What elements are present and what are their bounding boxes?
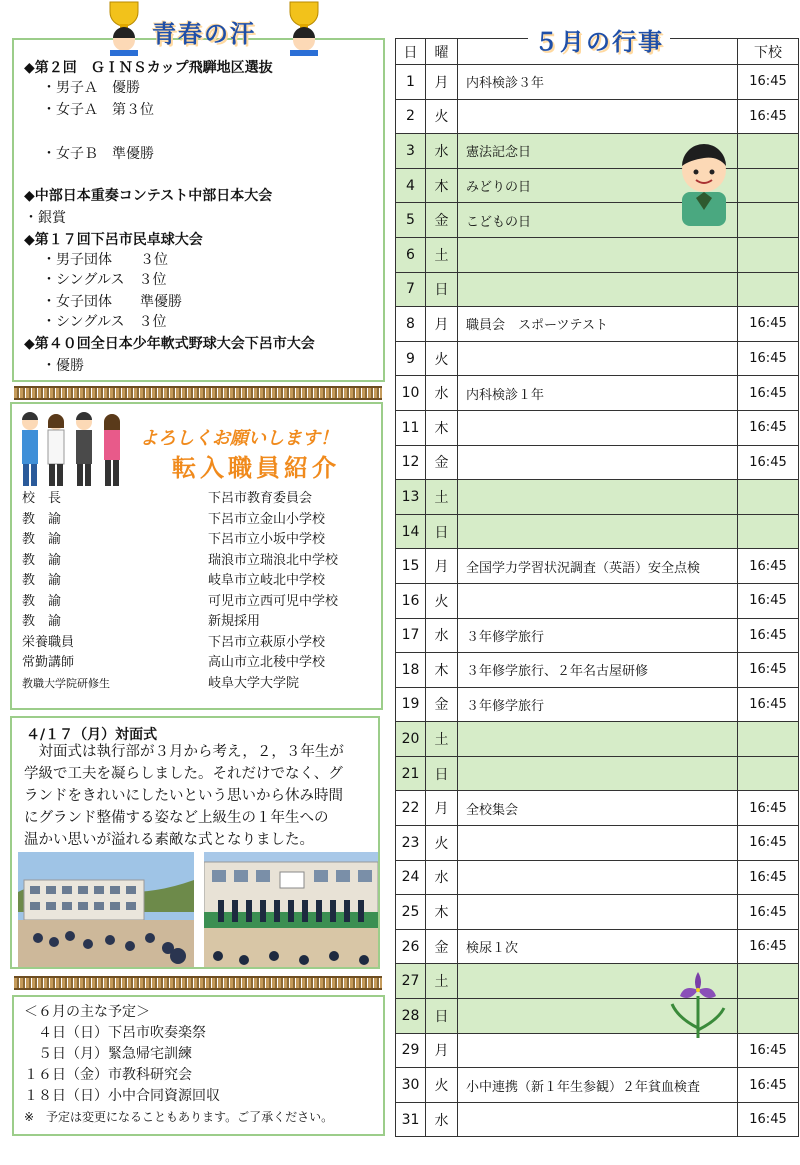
staff-role: 常勤講師 [22,655,75,670]
staff-previous-school: 岐阜市立岐北中学校 [208,573,326,588]
schedule-weekday: 金 [426,445,458,480]
schedule-row [396,756,799,791]
schedule-event: 全国学力学習状況調査（英語）安全点検 [458,549,738,584]
schedule-event: 憲法記念日 [458,134,738,169]
schedule-weekday: 月 [426,549,458,584]
schedule-row [396,514,799,549]
sports-result-line: ・女子団体 準優勝 [42,294,182,310]
fence-divider [14,976,382,990]
schedule-dismissal [738,134,799,169]
schedule-day: 27 [396,964,426,999]
staff-role: 校 長 [22,491,62,506]
schedule-event [458,99,738,134]
trophy-kid-icon [280,0,328,56]
schedule-dismissal: 16:45 [738,618,799,653]
schedule-day: 5 [396,203,426,238]
trophy-kid-icon [100,0,148,56]
schedule-day: 7 [396,272,426,307]
schedule-title: ５月の行事 [528,22,670,57]
schedule-weekday: 日 [426,999,458,1034]
schedule-day: 21 [396,756,426,791]
schedule-dismissal: 16:45 [738,1068,799,1103]
schedule-day: 11 [396,410,426,445]
schedule-event [458,756,738,791]
schedule-day: 16 [396,583,426,618]
schedule-row [396,410,799,445]
iris-flower-icon [668,968,728,1038]
schedule-event: 全校集会 [458,791,738,826]
schedule-day: 28 [396,999,426,1034]
schedule-day: 24 [396,860,426,895]
schedule-event [458,341,738,376]
schedule-day: 13 [396,480,426,515]
staff-previous-school: 下呂市教育委員会 [208,491,313,506]
schedule-dismissal: 16:45 [738,376,799,411]
schedule-dismissal [738,514,799,549]
schedule-row [396,237,799,272]
boy-eating-icon [672,140,736,226]
schedule-dismissal: 16:45 [738,1033,799,1068]
june-plan-item: ４日（日）下呂市吹奏楽祭 [24,1025,206,1041]
schedule-row [396,272,799,307]
schedule-weekday: 月 [426,791,458,826]
schedule-row [396,549,799,584]
schedule-weekday: 土 [426,237,458,272]
schedule-event [458,514,738,549]
schedule-dismissal [738,999,799,1034]
sports-result-line: ・シングルス ３位 [42,272,167,288]
schedule-weekday: 火 [426,341,458,376]
sports-result-line: ・男子団体 ３位 [42,252,168,268]
schedule-weekday: 木 [426,410,458,445]
schedule-weekday: 金 [426,203,458,238]
sports-result-line: ・シングルス ３位 [42,314,167,330]
schedule-weekday: 日 [426,514,458,549]
schedule-event [458,1033,738,1068]
schedule-event: ３年修学旅行、２年名古屋研修 [458,653,738,688]
june-plans-heading: ＜６月の主な予定＞ [24,1004,150,1020]
schedule-weekday: 月 [426,65,458,100]
schedule-day: 30 [396,1068,426,1103]
schedule-event: 検尿１次 [458,929,738,964]
schedule-row [396,168,799,203]
schedule-dismissal [738,480,799,515]
schedule-row [396,583,799,618]
schedule-event: みどりの日 [458,168,738,203]
schedule-dismissal [738,722,799,757]
schedule-row [396,203,799,238]
schedule-dismissal: 16:45 [738,65,799,100]
schedule-weekday: 日 [426,756,458,791]
schedule-row [396,1033,799,1068]
schedule-dismissal [738,272,799,307]
staff-heading-2: 転入職員紹介 [172,454,340,482]
staff-previous-school: 新規採用 [208,614,261,629]
schedule-day: 18 [396,653,426,688]
schedule-row [396,722,799,757]
schedule-day: 19 [396,687,426,722]
schedule-weekday: 土 [426,480,458,515]
schedule-dismissal: 16:45 [738,99,799,134]
schedule-row [396,929,799,964]
staff-role: 教 諭 [22,511,62,527]
june-plan-item: ５日（月）緊急帰宅訓練 [24,1046,192,1062]
schedule-event: 小中連携（新１年生参観）２年貧血検査 [458,1068,738,1103]
schedule-dismissal [738,756,799,791]
schedule-event [458,860,738,895]
ceremony-text-line: 学級で工夫を凝らしました。それだけでなく、グ [24,766,343,782]
schedule-weekday: 土 [426,722,458,757]
staff-role: 教 諭 [22,573,62,588]
schedule-day: 9 [396,341,426,376]
ceremony-text-line: 対面式は執行部が３月から考え，２，３年生が [24,744,344,760]
staff-previous-school: 下呂市立金山小学校 [208,511,326,527]
schedule-weekday: 日 [426,272,458,307]
schedule-event: 内科検診１年 [458,376,738,411]
schedule-weekday: 月 [426,307,458,342]
schedule-row [396,895,799,930]
schedule-dismissal: 16:45 [738,583,799,618]
schedule-day: 8 [396,307,426,342]
schedule-event [458,272,738,307]
sports-result-line: ・女子Ａ 第３位 [42,102,154,118]
schedule-dismissal: 16:45 [738,307,799,342]
schedule-row [396,1068,799,1103]
schedule-weekday: 木 [426,895,458,930]
schedule-weekday: 水 [426,1102,458,1137]
header-day: 日 [396,39,426,65]
schedule-row [396,134,799,169]
ceremony-text-line: にグランド整備する姿など上級生の１年生への [24,810,329,826]
schedule-day: 4 [396,168,426,203]
schedule-weekday: 水 [426,376,458,411]
schedule-row [396,307,799,342]
schedule-row [396,687,799,722]
schedule-event [458,895,738,930]
sports-result-line: ・女子Ｂ 準優勝 [42,146,154,162]
schedule-weekday: 木 [426,168,458,203]
schedule-row [396,376,799,411]
header-dismissal: 下校 [738,39,799,65]
schedule-day: 2 [396,99,426,134]
staff-role: 教 諭 [22,614,62,629]
may-schedule-table [395,38,799,1137]
schedule-day: 20 [396,722,426,757]
schedule-row [396,860,799,895]
sports-title: 青春の汗 [152,20,256,48]
schedule-weekday: 火 [426,826,458,861]
sports-result-line: ・男子Ａ 優勝 [42,80,140,96]
schedule-weekday: 水 [426,618,458,653]
schedule-day: 25 [396,895,426,930]
schedule-day: 17 [396,618,426,653]
schedule-dismissal: 16:45 [738,1102,799,1137]
schedule-weekday: 水 [426,860,458,895]
schedule-weekday: 火 [426,1068,458,1103]
staff-people-icon [18,408,130,490]
schedule-weekday: 月 [426,1033,458,1068]
schedule-weekday: 火 [426,583,458,618]
schedule-row [396,826,799,861]
sports-result-line: ◆中部日本重奏コンテスト中部日本大会 [24,188,273,204]
schedule-day: 10 [396,376,426,411]
schedule-day: 23 [396,826,426,861]
schedule-event [458,480,738,515]
schedule-event [458,445,738,480]
staff-previous-school: 下呂市立小坂中学校 [208,532,326,547]
schedule-event [458,722,738,757]
schedule-row [396,1102,799,1137]
sports-result-line: ・優勝 [42,358,84,374]
schedule-event: ３年修学旅行 [458,687,738,722]
sports-result-line: ・銀賞 [24,210,66,226]
june-plan-item: １８日（日）小中合同資源回収 [24,1088,220,1104]
schedule-dismissal: 16:45 [738,341,799,376]
schedule-dismissal: 16:45 [738,895,799,930]
header-weekday: 曜 [426,39,458,65]
ceremony-photo-stage [204,852,378,967]
schedule-dismissal: 16:45 [738,549,799,584]
schedule-event [458,237,738,272]
schedule-dismissal: 16:45 [738,929,799,964]
staff-role: 栄養職員 [22,634,75,650]
staff-previous-school: 岐阜大学大学院 [208,675,300,691]
schedule-row [396,964,799,999]
schedule-dismissal [738,964,799,999]
schedule-row [396,445,799,480]
schedule-row [396,99,799,134]
schedule-dismissal: 16:45 [738,445,799,480]
schedule-day: 31 [396,1102,426,1137]
schedule-weekday: 土 [426,964,458,999]
schedule-dismissal [738,168,799,203]
schedule-day: 6 [396,237,426,272]
schedule-event [458,826,738,861]
schedule-row [396,653,799,688]
june-plan-item: １６日（金）市教科研究会 [24,1067,192,1083]
schedule-event: こどもの日 [458,203,738,238]
schedule-day: 14 [396,514,426,549]
sports-result-line: ◆第２回 ＧＩＮＳカップ飛騨地区選抜 [24,60,273,76]
schedule-day: 3 [396,134,426,169]
schedule-dismissal: 16:45 [738,826,799,861]
staff-role: 教 諭 [22,532,62,547]
fence-divider [14,386,382,400]
ceremony-text-line: 温かい思いが溢れる素敵な式となりました。 [24,832,314,848]
staff-role: 教 諭 [22,552,62,568]
schedule-event [458,410,738,445]
staff-previous-school: 高山市立北稜中学校 [208,655,326,670]
schedule-row [396,65,799,100]
staff-heading-1: よろしくお願いします！ [140,428,338,449]
sports-result-line: ◆第１７回下呂市民卓球大会 [24,232,203,248]
schedule-day: 15 [396,549,426,584]
schedule-event [458,1102,738,1137]
schedule-row [396,618,799,653]
schedule-dismissal: 16:45 [738,687,799,722]
staff-previous-school: 下呂市立萩原小学校 [208,634,326,650]
schedule-day: 29 [396,1033,426,1068]
ceremony-title: ４/１７（月）対面式 [26,727,158,743]
ceremony-photo-field [18,852,194,967]
schedule-dismissal [738,237,799,272]
schedule-day: 26 [396,929,426,964]
schedule-dismissal: 16:45 [738,791,799,826]
june-plan-item: ※ 予定は変更になることもあります。ご了承ください。 [24,1110,334,1124]
schedule-weekday: 木 [426,653,458,688]
staff-role: 教 諭 [22,593,62,609]
schedule-dismissal: 16:45 [738,860,799,895]
schedule-event [458,583,738,618]
schedule-row [396,999,799,1034]
schedule-weekday: 金 [426,929,458,964]
schedule-weekday: 火 [426,99,458,134]
schedule-row [396,480,799,515]
schedule-dismissal: 16:45 [738,410,799,445]
schedule-row [396,341,799,376]
schedule-day: 12 [396,445,426,480]
schedule-dismissal [738,203,799,238]
schedule-dismissal: 16:45 [738,653,799,688]
staff-previous-school: 瑞浪市立瑞浪北中学校 [208,552,339,568]
schedule-event: 職員会 スポーツテスト [458,307,738,342]
schedule-row [396,791,799,826]
schedule-day: 1 [396,65,426,100]
staff-previous-school: 可児市立西可児中学校 [208,593,339,609]
sports-result-line: ◆第４０回全日本少年軟式野球大会下呂市大会 [24,336,315,352]
staff-role: 教職大学院研修生 [22,676,110,690]
schedule-weekday: 金 [426,687,458,722]
schedule-weekday: 水 [426,134,458,169]
schedule-event: 内科検診３年 [458,65,738,100]
ceremony-text-line: ランドをきれいにしたいという思いから休み時間 [24,788,343,804]
schedule-day: 22 [396,791,426,826]
schedule-event: ３年修学旅行 [458,618,738,653]
